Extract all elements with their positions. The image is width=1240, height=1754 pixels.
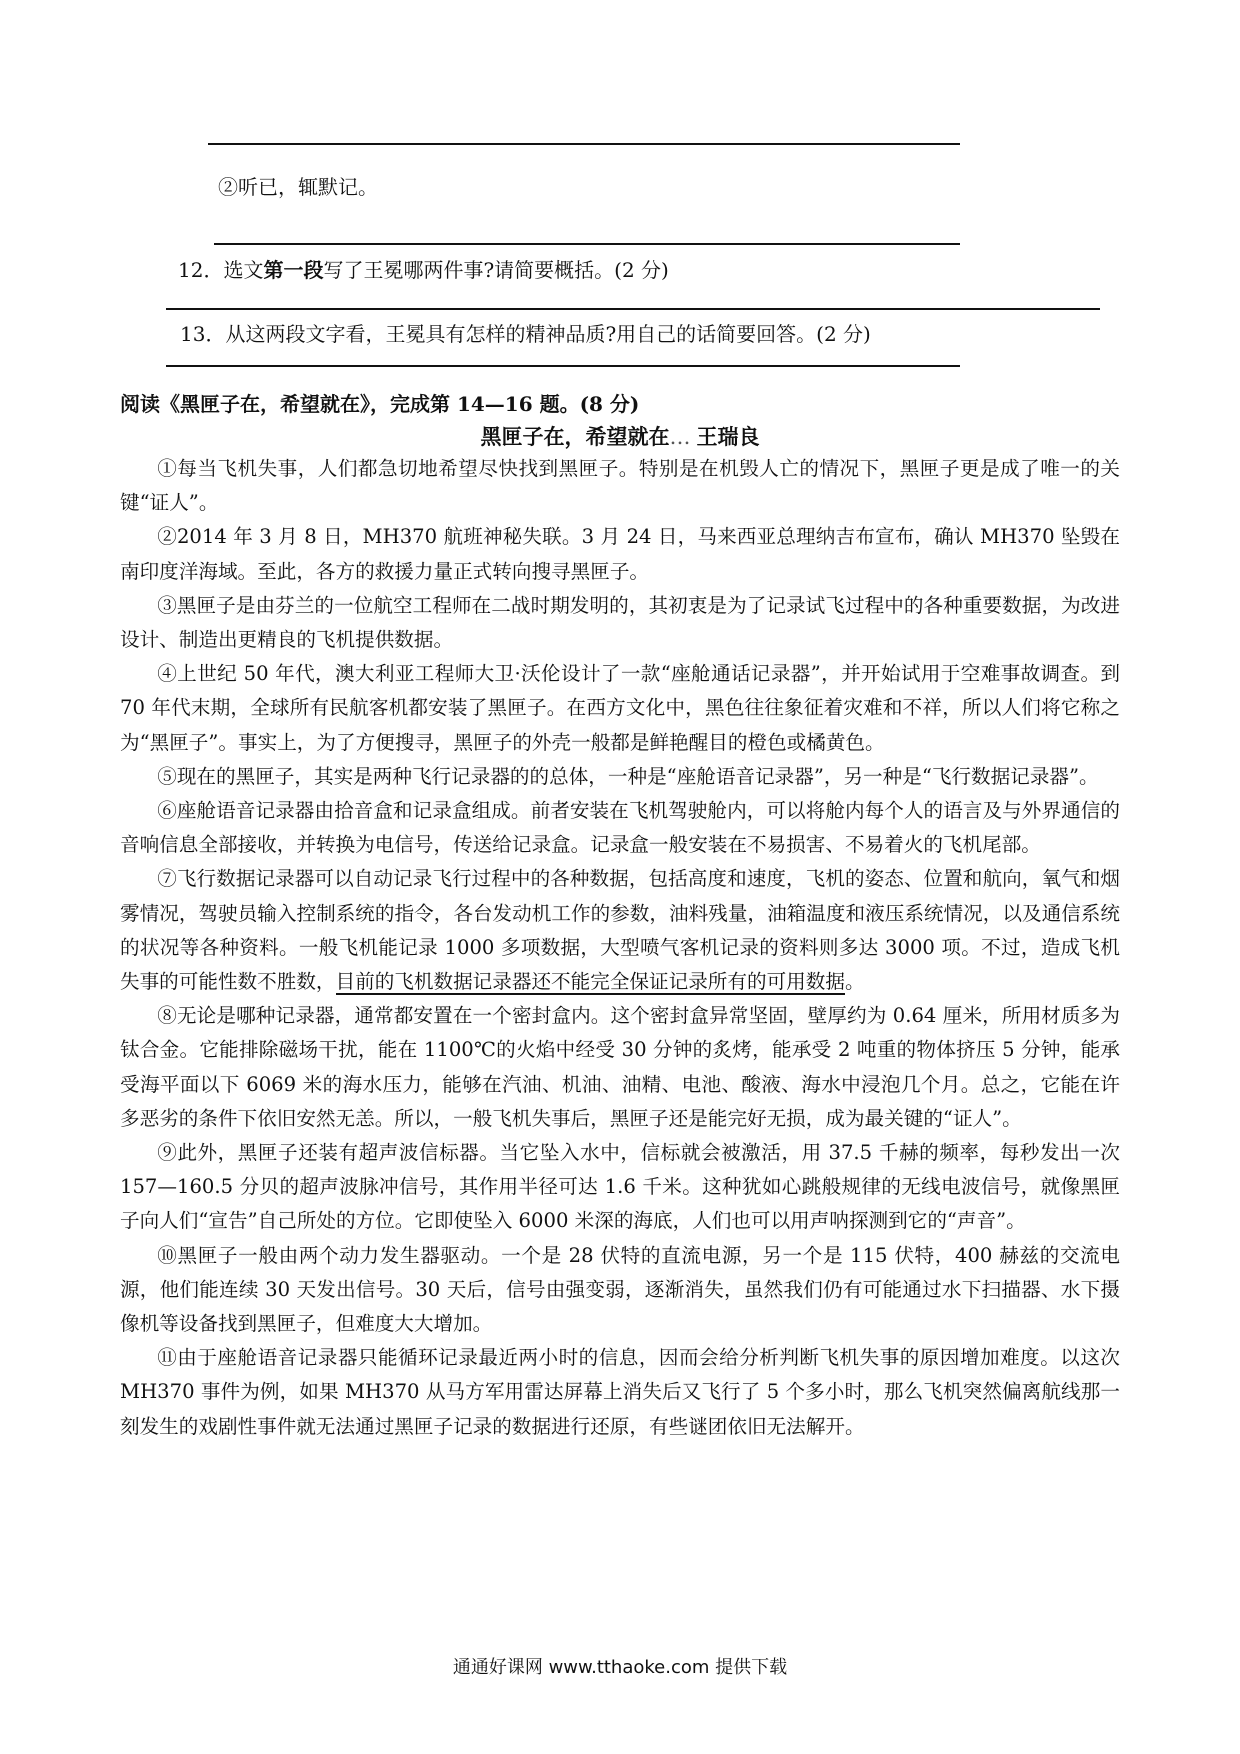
answer-line-1[interactable] bbox=[208, 143, 960, 145]
paragraph-10: ⑩黑匣子一般由两个动力发生器驱动。一个是 28 伏特的直流电源，另一个是 115 伏特，400 赫兹的交流电源，他们能连续 30 天发出信号。30 天后，信号由强变弱，逐渐消失，虽然我们仍有可能通过水下扫描器、水下摄像机等设备找到黑匣子，但难度大大增加。 bbox=[120, 1243, 1120, 1336]
article-body bbox=[120, 452, 1120, 1444]
answer-line-2[interactable] bbox=[214, 243, 960, 245]
paragraph-2: ②2014 年 3 月 8 日，MH370 航班神秘失联。3 月 24 日，马来西亚总理纳吉布宣布，确认 MH370 坠毁在南印度洋海域。至此，各方的救援力量正式转向搜寻黑匣子。 bbox=[120, 525, 1120, 583]
article-author: 王瑞良 bbox=[696, 424, 760, 449]
footer-watermark: 通通好课网 www.tthaoke.com 提供下载 bbox=[452, 1657, 788, 1678]
article-title-line bbox=[0, 421, 1240, 451]
section-heading: 阅读《黑匣子在，希望就在》，完成第 14—16 题。(8 分) bbox=[120, 392, 640, 416]
item-2-text: ②听已，辄默记。 bbox=[218, 175, 378, 199]
paragraph-4: ④上世纪 50 年代，澳大利亚工程师大卫·沃伦设计了一款“座舱通话记录器”，并开始试用于空难事故调查。到 70 年代末期，全球所有民航客机都安装了黑匣子。在西方文化中，黑色往往象征着灾难和不祥，所以人们将它称之为“黑匣子”。事实上，为了方便搜寻，黑匣子的外壳一般都是鲜艳醒目的橙色或橘黄色。 bbox=[120, 662, 1120, 754]
question-12-suffix: 写了王冕哪两件事?请简要概括。(2 分) bbox=[323, 258, 669, 282]
question-12-emphasis: 第一段 bbox=[263, 258, 324, 282]
question-12 bbox=[178, 257, 669, 283]
paragraph-6: ⑥座舱语音记录器由拾音盒和记录盒组成。前者安装在飞机驾驶舱内，可以将舱内每个人的语言及与外界通信的音响信息全部接收，并转换为电信号，传送给记录盒。记录盒一般安装在不易损害、不易着火的飞机尾部。 bbox=[120, 799, 1120, 857]
paragraph-3: ③黑匣子是由芬兰的一位航空工程师在二战时期发明的，其初衷是为了记录试飞过程中的各种重要数据，为改进设计、制造出更精良的飞机提供数据。 bbox=[120, 593, 1120, 652]
paragraph-7-text: ⑦飞行数据记录器可以自动记录飞行过程中的各种数据，包括高度和速度，飞机的姿态、位置和航向，氧气和烟雾情况，驾驶员输入控制系统的指令，各台发动机工作的参数，油料残量，油箱温度和液压系统情况，以及通信系统的状况等各种资料。一般飞机能记录 1000 多项数据，大型喷气客机记录的资料则多达 3000 项。不过，造成飞机失事的可能性数不胜数， bbox=[120, 867, 1120, 994]
paragraph-5: ⑤现在的黑匣子，其实是两种飞行记录器的的总体，一种是“座舱语音记录器”，另一种是“飞行数据记录器”。 bbox=[157, 764, 1099, 788]
paragraph-9: ⑨此外，黑匣子还装有超声波信标器。当它坠入水中，信标就会被激活，用 37.5 千赫的频率，每秒发出一次 157—160.5 分贝的超声波脉冲信号，其作用半径可达 1.6 千米。这种犹如心跳般规律的无线电波信号，就像黑匣子向人们“宣告”自己所处的方位。它即使坠入 6000 米深的海底，人们也可以用声呐探测到它的“声音”。 bbox=[120, 1141, 1120, 1233]
paragraph-7 bbox=[120, 862, 1120, 999]
title-dots: … bbox=[669, 425, 693, 449]
underlined-sentence: 目前的飞机数据记录器还不能完全保证记录所有的可用数据 bbox=[335, 970, 845, 994]
answer-line-4[interactable] bbox=[166, 365, 960, 367]
paragraph-7-end: 。 bbox=[844, 970, 865, 994]
answer-line-3[interactable] bbox=[166, 308, 1100, 310]
question-13: 13．从这两段文字看，王冕具有怎样的精神品质?用自己的话简要回答。(2 分) bbox=[180, 322, 871, 346]
question-12-prefix: 12．选文 bbox=[178, 258, 264, 282]
paragraph-11: ⑪由于座舱语音记录器只能循环记录最近两小时的信息，因而会给分析判断飞机失事的原因增加难度。以这次 MH370 事件为例，如果 MH370 从马方军用雷达屏幕上消失后又飞行了 5 个多小时，那么飞机突然偏离航线那一刻发生的戏剧性事件就无法通过黑匣子记录的数据进行还原，有些谜团依旧无法解开。 bbox=[120, 1346, 1120, 1438]
paragraph-1: ①每当飞机失事，人们都急切地希望尽快找到黑匣子。特别是在机毁人亡的情况下，黑匣子更是成了唯一的关键“证人”。 bbox=[120, 457, 1120, 515]
article-title: 黑匣子在，希望就在 bbox=[480, 424, 670, 449]
paragraph-8: ⑧无论是哪种记录器，通常都安置在一个密封盒内。这个密封盒异常坚固，壁厚约为 0.64 厘米，所用材质多为钛合金。它能排除磁场干扰，能在 1100℃的火焰中经受 30 分钟的炙烤，能承受 2 吨重的物体挤压 5 分钟，能承受海平面以下 6069 米的海水压力，能够在汽油、机油、油精、电池、酸液、海水中浸泡几个月。总之，它能在许多恶劣的条件下依旧安然无恙。所以，一般飞机失事后，黑匣子还是能完好无损，成为最关键的“证人”。 bbox=[120, 1004, 1120, 1130]
